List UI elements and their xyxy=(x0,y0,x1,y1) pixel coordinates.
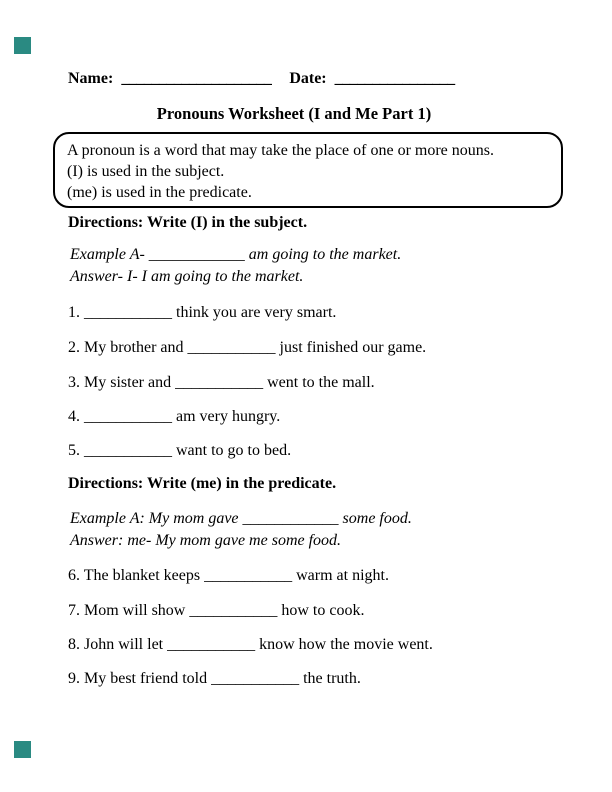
name-blank-line: ____________________ xyxy=(121,70,272,87)
worksheet-item-1: 1. ___________ think you are very smart. xyxy=(68,304,337,321)
definition-line-3: (me) is used in the predicate. xyxy=(67,184,252,201)
worksheet-item-7: 7. Mom will show ___________ how to cook. xyxy=(68,602,365,619)
pronoun-definition-box xyxy=(53,132,563,208)
worksheet-item-3: 3. My sister and ___________ went to the mall. xyxy=(68,374,375,391)
worksheet-item-9: 9. My best friend told ___________ the truth. xyxy=(68,670,361,687)
name-date-row xyxy=(68,70,455,88)
definition-line-1: A pronoun is a word that may take the place of one or more nouns. xyxy=(67,142,494,159)
worksheet-item-2: 2. My brother and ___________ just finished our game. xyxy=(68,339,427,356)
date-blank-line: ________________ xyxy=(334,70,455,87)
page-title: Pronouns Worksheet (I and Me Part 1) xyxy=(156,104,432,123)
answer-line-section-2: Answer: me- My mom gave me some food. xyxy=(70,532,342,549)
worksheet-item-6: 6. The blanket keeps ___________ warm at night. xyxy=(68,567,389,584)
date-label: Date: xyxy=(289,70,327,87)
worksheet-item-8: 8. John will let ___________ know how the movie went. xyxy=(68,636,433,653)
definition-line-2: (I) is used in the subject. xyxy=(67,163,225,180)
directions-section-1: Directions: Write (I) in the subject. xyxy=(68,214,308,231)
example-line-section-2: Example A: My mom gave ____________ some food. xyxy=(70,510,412,527)
answer-line-section-1: Answer- I- I am going to the market. xyxy=(70,268,304,285)
name-label: Name: xyxy=(68,70,114,87)
example-line-section-1: Example A- ____________ am going to the market. xyxy=(70,246,402,263)
corner-accent-square-top xyxy=(14,37,31,54)
worksheet-item-4: 4. ___________ am very hungry. xyxy=(68,408,281,425)
corner-accent-square-bottom xyxy=(14,741,31,758)
directions-section-2: Directions: Write (me) in the predicate. xyxy=(68,475,337,492)
worksheet-item-5: 5. ___________ want to go to bed. xyxy=(68,442,292,459)
